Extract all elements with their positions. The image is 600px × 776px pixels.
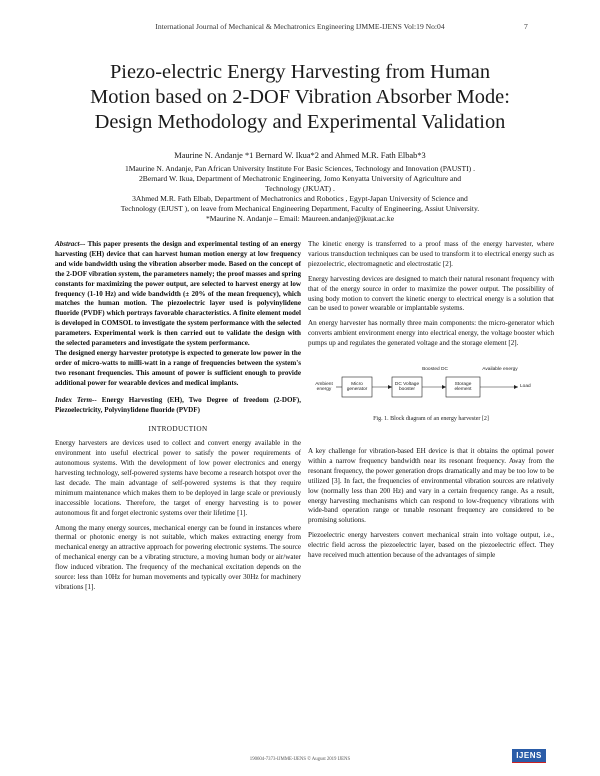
abstract	[55, 240, 301, 389]
affiliation-line: 3Ahmed M.R. Fath Elbab, Department of Mechatronics and Robotics , Egypt-Japan University of Science and	[132, 194, 468, 203]
affiliation-line: 1Maurine N. Andanje, Pan African University Institute For Basic Sciences, Technology and Innovation (PAUSTI) .	[125, 164, 475, 173]
paragraph: An energy harvester has normally three main components: the micro-generator which converts ambient environment energy into electrical energy, the voltage booster which pumps up and regulates the generated voltage and the storage element [2].	[308, 319, 554, 348]
paragraph: A key challenge for vibration-based EH device is that it obtains the optimal power within a narrow frequency bandwidth near its resonant frequency. Away from the resonant frequency, the power generation drops dramatically and may be too low to be utilized [3]. In fact, the frequencies of environmental vibration sources are relatively low (normally less than 200 Hz) and vary in a certain frequency range. As a result, energy harvesting mechanisms which can respond to low-frequency vibrations with wide-band operation range or tunable resonant frequency are considered to be promising solutions.	[308, 446, 554, 525]
arrow-label: Boosted DC	[422, 367, 448, 373]
affiliation-line: Technology (JKUAT) .	[265, 184, 335, 193]
abstract-label: Abstract–-	[55, 240, 86, 248]
left-column	[55, 240, 301, 598]
paragraph: Energy harvesters are devices used to collect and convert energy available in the environment into useful electrical power to satisfy the power requirements of autonomous systems. With the development of low power electronics and energy harvesting technology, self-powered systems have become a research hotspot over the last decade. The main advantage of self-powered systems is that they require minimum maintenance which makes them to be deployed in large scale or previously inaccessible locations. Therefore, the target of energy harvesting is to power autonomous fit and forget electronic systems over their lifetime [1].	[55, 439, 301, 517]
affiliations	[60, 164, 540, 224]
title-line: Piezo-electric Energy Harvesting from Human	[109, 61, 491, 83]
journal-logo: IJENS	[512, 749, 546, 762]
block-label: Ambient energy	[315, 382, 333, 393]
authors: Maurine N. Andanje *1 Bernard W. Ikua*2 and Ahmed M.R. Fath Elbab*3	[174, 151, 426, 160]
section-heading-introduction: INTRODUCTION	[148, 425, 208, 434]
running-header: International Journal of Mechanical & Mechatronics Engineering IJMME-IJENS Vol:19 No:04	[155, 22, 445, 31]
affiliation-line: Technology (EJUST ), on leave from Mechanical Engineering Department, Faculty of Engineering, Assiut University.	[120, 204, 480, 213]
paper-title	[40, 60, 560, 135]
abstract-text-2: The designed energy harvester prototype is expected to generate low power in the order of micro-watts to milli-watt in a range of frequencies between the system's two resonant frequencies. This amount of power is sufficient enough to provide additional power for wearable devices and medical implants.	[55, 348, 301, 387]
paragraph: Among the many energy sources, mechanical energy can be found in instances where thermal or photonic energy is not suitable, which makes extracting energy from mechanical energy an attractive approach for powering electronic systems. The source of mechanical energy can be a vibrating structure, a moving human body or air/water flow induced vibration. The frequency of the mechanical excitation depends on the source: less than 10Hz for human movements and typically over 30Hz for machinery vibrations [1].	[55, 523, 301, 591]
block-label: Load	[520, 384, 531, 390]
block-label: Micro generator	[346, 382, 368, 393]
block-label: Storage element	[454, 382, 472, 393]
abstract-text: This paper presents the design and experimental testing of an energy harvesting (EH) device that can harvest human motion energy at low frequency and wide bandwidth using the vibration absorber mode. Based on the concept of the 2-DOF vibration system, the parameters namely; the proof masses and spring constants for maximizing the power output, are selected to harvest energy at low frequency (1-10 Hz) and wide bandwidth (± 20% of the mean frequency), which matches the human motion. The piezoelectric layer used is polyvinylidene fluoride (PVDF) which portrays favorable characteristics. A finite element model is developed in COMSOL to investigate the system performance with the selected parameters. Experimental work is then carried out to validate the design with the selected parameters and investigate the system performance.	[55, 240, 301, 348]
arrow-label: Available energy	[482, 367, 518, 373]
paragraph: Piezoelectric energy harvesters convert mechanical strain into voltage output, i.e., electric field across the piezoelectric layer, based on the piezoelectric effect. They have received much attention because of the advantages of simple	[308, 531, 554, 560]
affiliation-line: *Maurine N. Andanje – Email: Maureen.andanje@jkuat.ac.ke	[205, 214, 395, 223]
figure-caption: Fig. 1. Block diagram of an energy harvester [2]	[373, 416, 489, 423]
title-line: Design Methodology and Experimental Validation	[94, 111, 506, 133]
index-terms	[55, 396, 301, 416]
page-number: 7	[524, 22, 528, 31]
title-line: Motion based on 2-DOF Vibration Absorber Mode:	[90, 86, 510, 108]
logo-underline	[512, 762, 546, 763]
index-terms-text: Energy Harvesting (EH), Two Degree of freedom (2-DOF), Piezoelectricity, Polyvinylidene fluoride (PVDF)	[55, 395, 301, 414]
right-column	[308, 240, 554, 566]
block-label: DC Voltage booster	[394, 382, 420, 393]
footer-text: 190604-7373-IJMME-IJENS © August 2019 IJENS	[249, 757, 351, 762]
paragraph: Energy harvesting devices are designed to match their natural resonant frequency with that of the energy source in order to maximize the power output. The possibility of using body motion to convert the kinetic energy to electrical energy is a solution that can be used to power wearable or implantable systems.	[308, 274, 554, 313]
block-diagram-figure	[308, 355, 554, 413]
paragraph: The kinetic energy is transferred to a proof mass of the energy harvester, where various transduction techniques can be used to transform it to electrical energy such as piezoelectric, electromagnetic and electrostatic [2].	[308, 240, 554, 268]
index-terms-label: Index Term--	[55, 395, 97, 404]
affiliation-line: 2Bernard W. Ikua, Department of Mechatronic Engineering, Jomo Kenyatta University of Agriculture and	[138, 174, 461, 183]
arrowhead	[514, 385, 518, 389]
